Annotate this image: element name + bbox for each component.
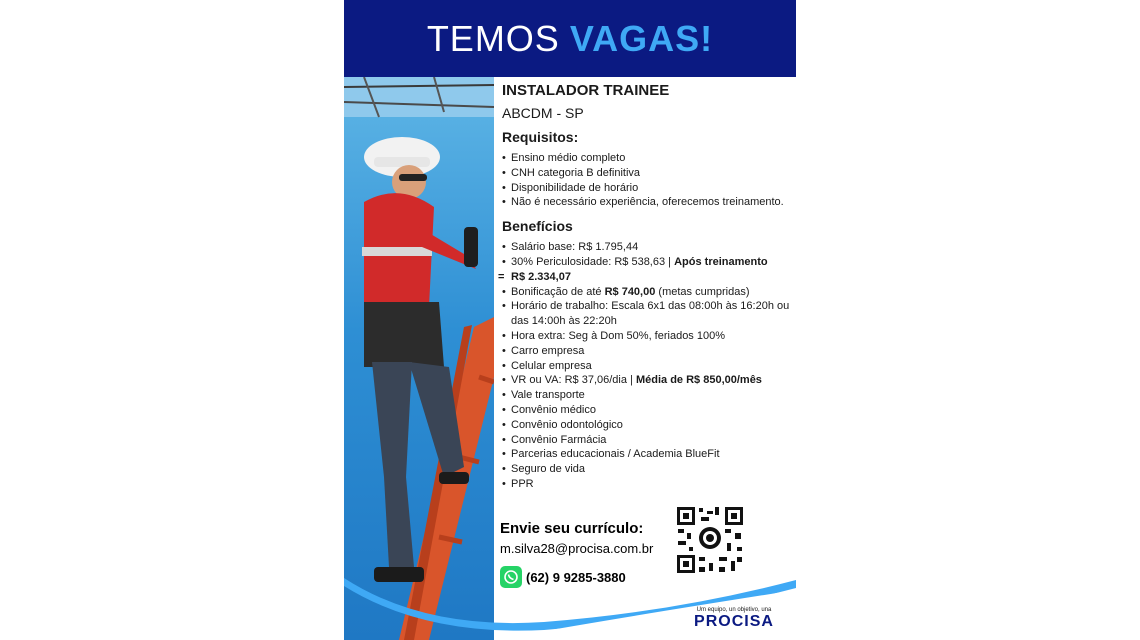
job-location: ABCDM - SP [502,105,584,121]
list-item: • 30% Periculosidade: R$ 538,63 | Após treinamento [502,255,792,270]
hazard-pay: 30% Periculosidade: R$ 538,63 [511,255,666,268]
job-details [502,80,792,492]
list-item: • Não é necessário experiência, oferecemos treinamento. [502,195,792,210]
bonus-value: R$ 740,00 [604,285,656,298]
logo-name: PROCISA [694,613,774,630]
list-item: • Salário base: R$ 1.795,44 [502,240,792,255]
list-item: • Convênio odontológico [502,418,792,433]
worker-illustration [344,77,494,640]
header-banner [344,0,796,77]
list-item: • Convênio médico [502,403,792,418]
list-item: • VR ou VA: R$ 37,06/dia | Média de R$ 850,00/mês [502,373,792,388]
list-item: • Disponibilidade de horário [502,181,792,196]
requirements-title: Requisitos: [502,129,579,145]
list-item: • Hora extra: Seg à Dom 50%, feriados 100% [502,329,792,344]
list-item: • Celular empresa [502,359,792,374]
after-training-value: = R$ 2.334,07 [502,270,792,285]
job-poster [344,0,796,640]
contact-email[interactable]: m.silva28@procisa.com.br [500,541,654,556]
company-logo [684,607,784,631]
logo-tagline: Um equipo, un objetivo, una [696,607,772,613]
bonus-prefix: Bonificação de até [511,285,602,298]
contact-phone: (62) 9 9285-3880 [526,569,626,585]
benefits-title: Benefícios [502,218,573,235]
vr-average: Média de R$ 850,00/mês [635,374,762,387]
worker-photo [344,77,494,640]
list-item: • PPR [502,477,792,492]
list-item: • Seguro de vida [502,462,792,477]
banner-title-part2: VAGAS! [569,17,714,59]
list-item: • Ensino médio completo [502,151,792,166]
contact-title: Envie seu currículo: [500,520,644,537]
list-item: • Convênio Farmácia [502,433,792,448]
bonus-suffix: (metas cumpridas) [658,285,750,298]
list-item: • Horário de trabalho: Escala 6x1 das 08:00h às 16:20h ou das 14:00h às 22:20h [502,299,792,329]
requirements-list [502,151,792,210]
job-title: INSTALADOR TRAINEE [502,82,670,99]
list-item: • Vale transporte [502,388,792,403]
after-training-label: Após treinamento [674,255,768,268]
list-item: • CNH categoria B definitiva [502,166,792,181]
banner-title-part1: TEMOS [426,17,560,59]
vr-prefix: VR ou VA: R$ 37,06/dia [511,374,627,387]
list-item [502,285,792,300]
benefits-list [502,240,792,492]
list-item: • Carro empresa [502,344,792,359]
list-item: • Parcerias educacionais / Academia BlueFit [502,447,792,462]
